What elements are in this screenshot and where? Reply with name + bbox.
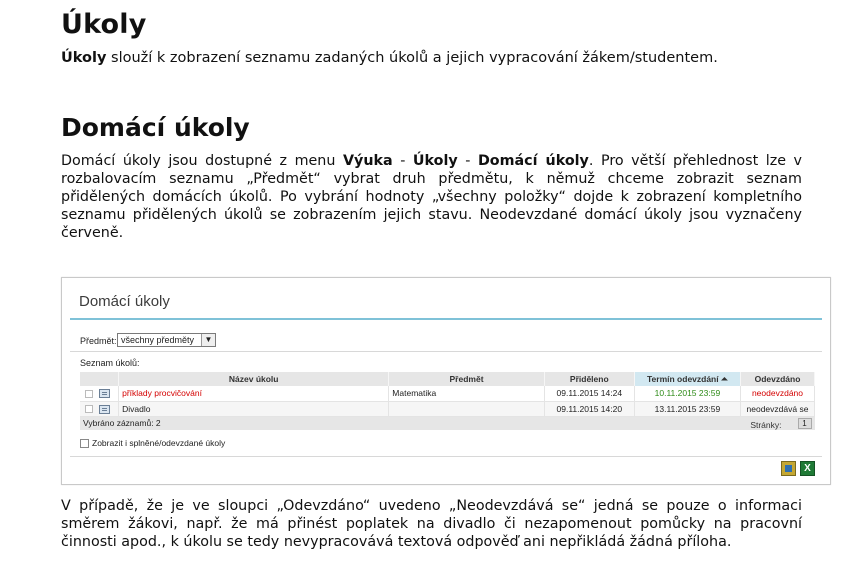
task-submitted-status: neodevzdává se xyxy=(740,401,814,416)
intro-paragraph xyxy=(61,50,718,66)
header-submitted[interactable]: Odevzdáno xyxy=(740,372,814,386)
subject-filter-label: Předmět: xyxy=(80,336,117,346)
row-icons xyxy=(80,386,119,401)
header-deadline-label: Termín odevzdání xyxy=(646,373,719,384)
show-completed-label: Zobrazit i splněné/odevzdané úkoly xyxy=(92,438,226,448)
row-icons xyxy=(80,401,119,416)
task-table xyxy=(80,372,815,430)
row-checkbox[interactable] xyxy=(85,390,93,398)
closing-paragraph: V případě, že je ve sloupci „Odevzdáno“ uvedeno „Neodevzdává se“ jedná se pouze o informaci směrem žákovi, např. že má přinést poplatek na divadlo či nezapomenout pomůcky na pracovní činnosti apod., k úkolu se tedy nevypracovává textová odpověď ani nepřikládá žádná příloha. xyxy=(61,498,802,550)
row-checkbox[interactable] xyxy=(85,405,93,413)
header-task-name[interactable]: Název úkolu xyxy=(119,372,389,386)
intro-bold: Úkoly xyxy=(61,50,107,66)
task-deadline: 10.11.2015 23:59 xyxy=(634,386,740,401)
page-1-button[interactable]: 1 xyxy=(798,418,812,429)
selected-count: Vybráno záznamů: 2 xyxy=(83,418,161,429)
filter-divider xyxy=(70,351,822,352)
task-name-link[interactable]: Divadlo xyxy=(119,401,389,416)
menu-path-vyuka: Výuka xyxy=(342,153,393,169)
task-name-link[interactable]: příklady procvičování xyxy=(119,386,389,401)
table-footer xyxy=(80,416,815,430)
task-list-label: Seznam úkolů: xyxy=(80,358,140,368)
task-submitted-status: neodevzdáno xyxy=(740,386,814,401)
para-text-1: Domácí úkoly jsou dostupné z menu xyxy=(61,153,343,169)
table-header-row xyxy=(80,372,815,386)
header-deadline[interactable] xyxy=(634,372,740,386)
task-subject: Matematika xyxy=(389,386,544,401)
excel-export-icon[interactable]: X xyxy=(800,461,815,476)
menu-path-ukoly: Úkoly xyxy=(412,153,458,169)
table-row[interactable] xyxy=(80,401,815,416)
task-detail-icon[interactable] xyxy=(99,405,110,414)
chevron-down-icon[interactable]: ▼ xyxy=(201,334,215,346)
table-row[interactable] xyxy=(80,386,815,401)
subject-select-value: všechny předměty xyxy=(121,335,195,345)
task-assigned: 09.11.2015 14:24 xyxy=(544,386,634,401)
header-assigned[interactable]: Přiděleno xyxy=(544,372,634,386)
bottom-divider xyxy=(70,456,822,457)
section-heading: Domácí úkoly xyxy=(61,113,250,142)
show-completed-checkbox[interactable] xyxy=(80,439,89,448)
panel-title: Domácí úkoly xyxy=(79,293,170,310)
sort-asc-icon: ⏶ xyxy=(721,373,728,384)
show-completed-option[interactable] xyxy=(80,438,225,448)
para-text-2: . Pro větší přehlednost lze v rozbalovacím seznamu „Předmět“ vybrat druh předmětu, k němuž chceme zobrazit seznam přidělených domácích úkolů. Po vybrání hodnoty „všechny položky“ dojde k zobrazení kompletního seznamu přidělených úkolů se zobrazením jejich stavu. Neodevzdané domácí úkoly jsou vyznačeny červeně. xyxy=(61,153,803,241)
task-deadline: 13.11.2015 23:59 xyxy=(634,401,740,416)
task-assigned: 09.11.2015 14:20 xyxy=(544,401,634,416)
title-divider xyxy=(70,318,822,320)
task-subject xyxy=(389,401,544,416)
intro-text: slouží k zobrazení seznamu zadaných úkolů a jejich vypracování žákem/studentem. xyxy=(106,50,718,66)
page-heading: Úkoly xyxy=(61,9,147,40)
header-select-col xyxy=(80,372,119,386)
print-export-icon[interactable] xyxy=(781,461,796,476)
task-detail-icon[interactable] xyxy=(99,389,110,398)
para-sep-2: - xyxy=(457,153,478,169)
header-subject[interactable]: Předmět xyxy=(389,372,544,386)
homework-screenshot-panel xyxy=(61,277,831,485)
pages-label: Stránky: xyxy=(750,419,782,430)
table-footer-row xyxy=(80,416,815,430)
para-sep-1: - xyxy=(392,153,413,169)
menu-path-domaci-ukoly: Domácí úkoly xyxy=(477,153,589,169)
section-paragraph xyxy=(61,152,802,242)
subject-select[interactable] xyxy=(117,333,216,347)
